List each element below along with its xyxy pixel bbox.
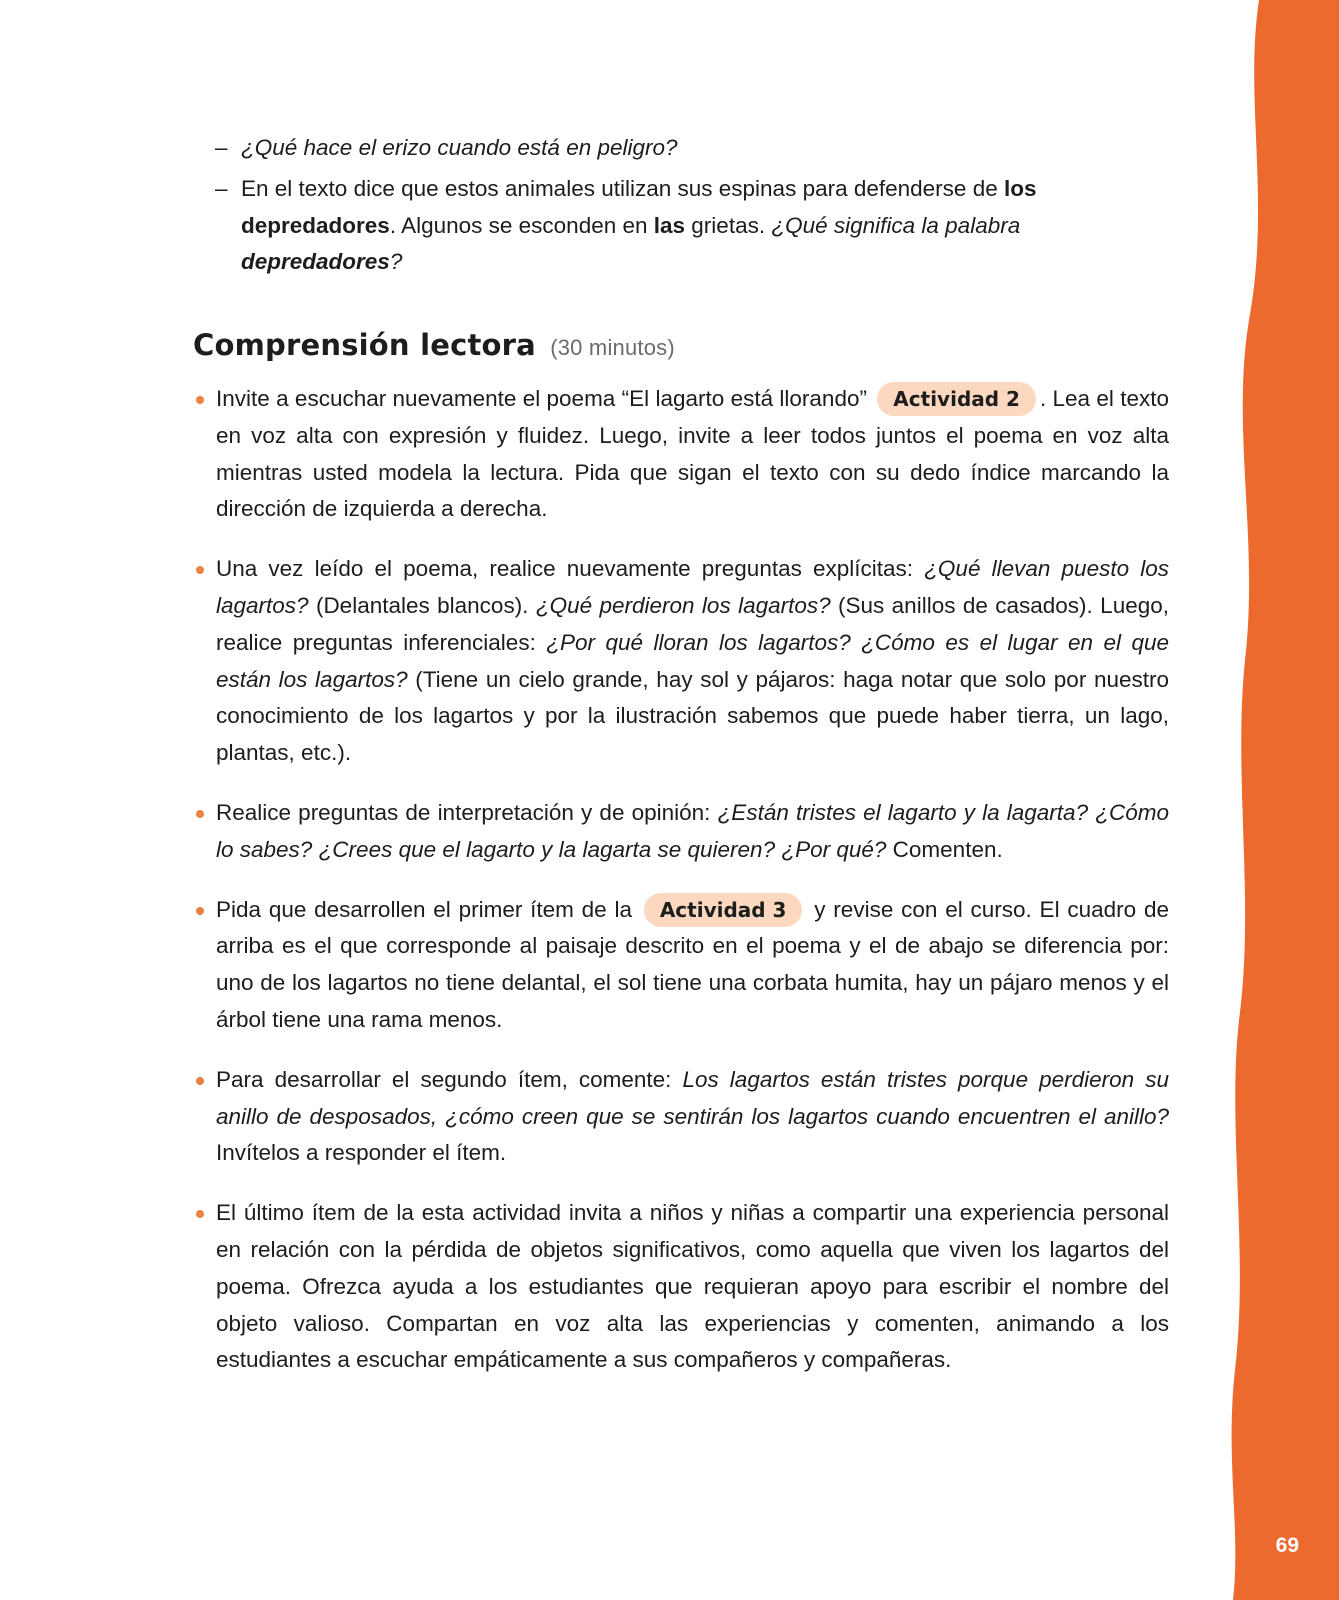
instruction-list — [193, 381, 1169, 1379]
text: Para desarrollar el segundo ítem, comente: — [216, 1066, 683, 1092]
question-text: ¿Qué llevan puesto los lagartos? — [216, 556, 1169, 618]
section-title — [193, 327, 1169, 367]
list-item — [216, 1195, 1169, 1379]
text: Realice preguntas de interpretación y de opinión: — [216, 799, 718, 825]
question-list — [193, 130, 1169, 281]
orange-side-band — [1219, 0, 1339, 1600]
page-content — [193, 130, 1169, 1402]
question-text: Los lagartos están tristes porque perdieron su anillo de desposados, ¿cómo creen que se sentirán los lagartos cuando encuentren el anillo? — [216, 1066, 1169, 1129]
bold-term: depredadores — [241, 249, 390, 275]
text: (Tiene un cielo grande, hay sol y pájaros: haga notar que solo por nuestro conocimiento de los lagartos y por la ilustración sabemos que puede haber tierra, un lago, plantas, etc.). — [216, 666, 1169, 766]
question-text: ¿Qué perdieron los lagartos? — [535, 592, 831, 618]
text: . Lea el texto en voz alta con expresión y fluidez. Luego, invite a leer todos juntos el poema en voz alta mientras usted modela la lectura. Pida que sigan el texto con su dedo índice marcando la dirección de izquierda a derecha. — [216, 385, 1169, 522]
activity-badge: Actividad 3 — [644, 893, 803, 927]
list-item — [216, 551, 1169, 772]
text: grietas. — [685, 212, 772, 238]
list-item — [216, 381, 1169, 528]
list-item — [216, 795, 1169, 869]
text: Comenten. — [886, 836, 1003, 862]
text: En el texto dice que estos animales utilizan sus espinas para defenderse de — [241, 175, 1004, 201]
list-item — [241, 130, 1169, 167]
text: Invítelos a responder el ítem. — [216, 1140, 507, 1166]
list-item — [216, 1062, 1169, 1172]
text: Invite a escuchar nuevamente el poema “El lagarto está llorando” — [216, 385, 867, 411]
list-item — [216, 892, 1169, 1039]
section-duration: (30 minutos) — [550, 335, 675, 361]
bold-term: las — [653, 212, 686, 238]
orange-band-shape — [1219, 0, 1339, 1600]
text: (Sus anillos de casados). Luego, realice preguntas inferenciales: — [216, 592, 1170, 655]
page-number: 69 — [1275, 1534, 1299, 1557]
text: Pida que desarrollen el primer ítem de la — [216, 896, 633, 922]
text: El último ítem de la esta actividad invita a niños y niñas a compartir una experiencia personal en relación con la pérdida de objetos significativos, como aquella que viven los lagartos del poema. Ofrezca ayuda a los estudiantes que requieran apoyo para escribir el nombre del objeto valioso. Compartan en voz alta las experiencias y comenten, animando a los estudiantes a escuchar empáticamente a sus compañeros y compañeras. — [216, 1200, 1169, 1373]
text: Una vez leído el poema, realice nuevamente preguntas explícitas: — [216, 556, 925, 582]
section-title-text: Comprensión lectora — [193, 328, 536, 363]
activity-badge: Actividad 2 — [877, 382, 1036, 416]
question-text: ¿Qué hace el erizo cuando está en peligro? — [241, 135, 678, 160]
list-item — [241, 171, 1169, 281]
text: . Algunos se esconden en — [389, 212, 654, 238]
question-text: ? — [389, 249, 403, 275]
question-text: ¿Están tristes el lagarto y la lagarta? ¿Cómo lo sabes? ¿Crees que el lagarto y la lagarta se quieren? ¿Por qué? — [216, 799, 1169, 862]
question-text: ¿Qué significa la palabra — [771, 212, 1021, 238]
text: y revise con el curso. El cuadro de arriba es el que corresponde al paisaje descrito en el poema y el de abajo se diferencia por: uno de los lagartos no tiene delantal, el sol tiene una corbata humita, hay un pájaro menos y el árbol tiene una rama menos. — [216, 896, 1169, 1032]
question-text: ¿Por qué lloran los lagartos? ¿Cómo es el lugar en el que están los lagartos? — [216, 629, 1170, 692]
text: (Delantales blancos). — [308, 592, 536, 618]
bold-term: los depredadores — [241, 175, 1037, 238]
